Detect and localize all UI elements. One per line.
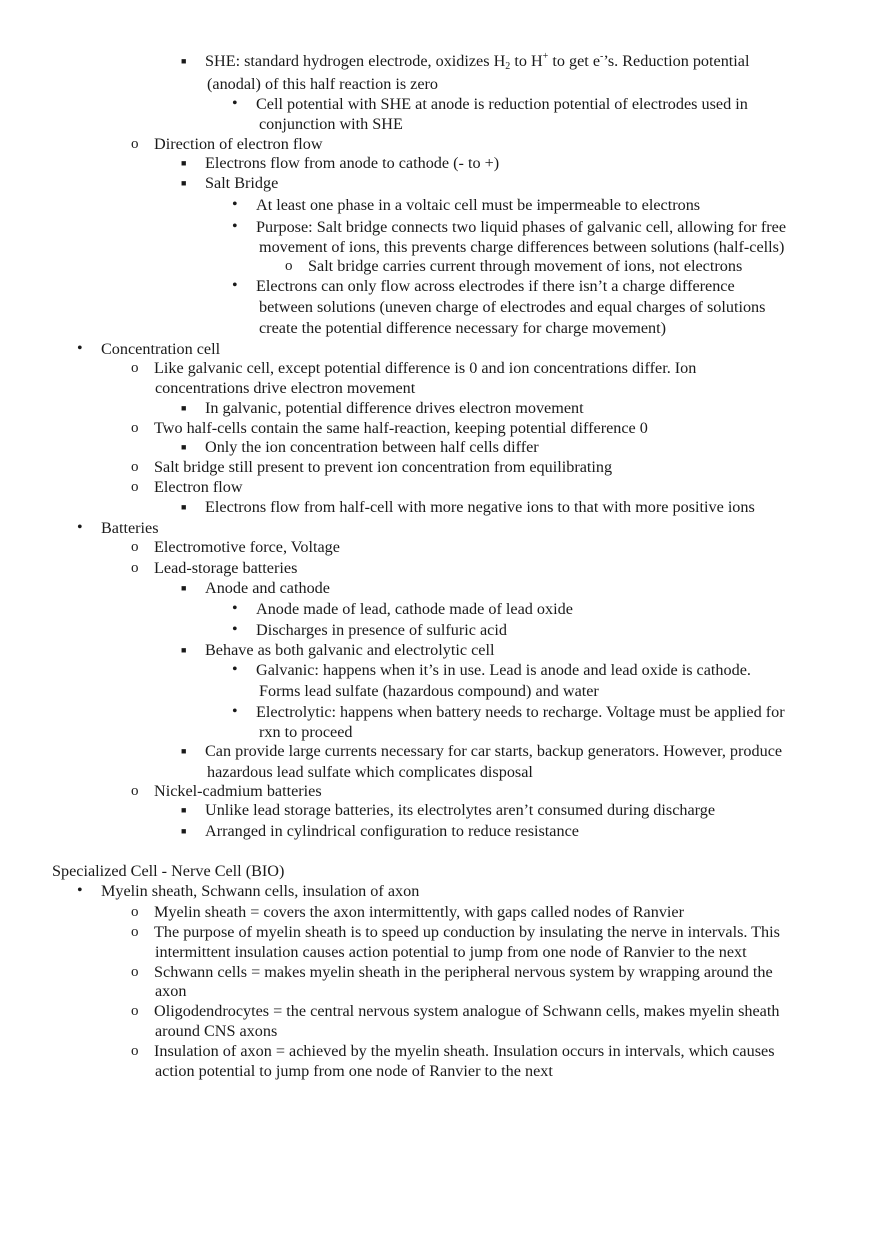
square-bullet-icon: ■ [181,403,187,413]
direction-title: Direction of electron flow [154,135,323,153]
circle-bullet-icon: o [131,964,139,980]
salt-phase: At least one phase in a voltaic cell must be impermeable to electrons [256,196,701,214]
batteries-electrolytic-1: Electrolytic: happens when battery needs to recharge. Voltage must be applied for [256,703,785,721]
square-bullet-icon: ■ [181,56,187,66]
batteries-currents-1: Can provide large currents necessary for car starts, backup generators. However, produce [205,742,783,760]
she-cell-line-1: Cell potential with SHE at anode is reduction potential of electrodes used in [256,95,748,113]
salt-only-1: Electrons can only flow across electrodes if there isn’t a charge difference [256,277,735,295]
nerve-insulation-2: action potential to jump from one node of Ranvier to the next [155,1062,553,1080]
batteries-behave: Behave as both galvanic and electrolytic cell [205,641,495,659]
circle-bullet-icon: o [285,258,293,274]
batteries-nicad: Nickel-cadmium batteries [154,782,322,800]
dot-bullet-icon: • [232,661,238,678]
batteries-currents-2: hazardous lead sulfate which complicates disposal [207,763,533,781]
dot-bullet-icon: • [232,196,238,213]
she-line-1: SHE: standard hydrogen electrode, oxidizes $H_2$ to H+ to get e-’s. Reduction potential [205,51,750,72]
circle-bullet-icon: o [131,783,139,799]
circle-bullet-icon: o [131,924,139,940]
circle-bullet-icon: o [131,904,139,920]
batteries-title: Batteries [101,519,159,537]
batteries-arranged: Arranged in cylindrical configuration to reduce resistance [205,822,579,840]
circle-bullet-icon: o [131,360,139,376]
square-bullet-icon: ■ [181,826,187,836]
dot-bullet-icon: • [77,519,83,536]
concentration-like-1: Like galvanic cell, except potential difference is 0 and ion concentrations differ. Ion [154,359,697,377]
concentration-only-ion: Only the ion concentration between half cells differ [205,438,539,456]
circle-bullet-icon: o [131,136,139,152]
nerve-heading: Specialized Cell - Nerve Cell (BIO) [52,862,285,880]
concentration-electron-flow: Electron flow [154,478,243,496]
nerve-insulation-1: Insulation of axon = achieved by the myelin sheath. Insulation occurs in intervals, which causes [154,1042,775,1060]
circle-bullet-icon: o [131,420,139,436]
nerve-schwann-1: Schwann cells = makes myelin sheath in the peripheral nervous system by wrapping around the [154,963,773,981]
circle-bullet-icon: o [131,459,139,475]
concentration-flow-detail: Electrons flow from half-cell with more negative ions to that with more positive ions [205,498,755,516]
batteries-lead-storage: Lead-storage batteries [154,559,298,577]
nerve-oligo-1: Oligodendrocytes = the central nervous system analogue of Schwann cells, makes myelin sheath [154,1002,780,1020]
square-bullet-icon: ■ [181,583,187,593]
salt-purpose-1: Purpose: Salt bridge connects two liquid phases of galvanic cell, allowing for free [256,218,786,236]
salt-purpose-2: movement of ions, this prevents charge differences between solutions (half-cells) [259,238,785,256]
she-line-2: (anodal) of this half reaction is zero [207,75,439,93]
square-bullet-icon: ■ [181,178,187,188]
dot-bullet-icon: • [77,340,83,357]
square-bullet-icon: ■ [181,442,187,452]
salt-bridge-title: Salt Bridge [205,174,279,192]
square-bullet-icon: ■ [181,158,187,168]
square-bullet-icon: ■ [181,805,187,815]
batteries-anode-cathode: Anode and cathode [205,579,330,597]
nerve-oligo-2: around CNS axons [155,1022,278,1040]
dot-bullet-icon: • [232,277,238,294]
square-bullet-icon: ■ [181,645,187,655]
batteries-discharges: Discharges in presence of sulfuric acid [256,621,507,639]
batteries-anode-lead: Anode made of lead, cathode made of lead oxide [256,600,573,618]
salt-only-3: create the potential difference necessary for charge movement) [259,319,667,337]
direction-flow: Electrons flow from anode to cathode (- to +) [205,154,500,172]
batteries-galvanic-2: Forms lead sulfate (hazardous compound) and water [259,682,599,700]
nerve-purpose-1: The purpose of myelin sheath is to speed up conduction by insulating the nerve in intervals. This [154,923,780,941]
dot-bullet-icon: • [232,600,238,617]
she-cell-line-2: conjunction with SHE [259,115,403,133]
dot-bullet-icon: • [232,703,238,720]
circle-bullet-icon: o [131,560,139,576]
batteries-galvanic-1: Galvanic: happens when it’s in use. Lead is anode and lead oxide is cathode. [256,661,751,679]
nerve-myelin-title: Myelin sheath, Schwann cells, insulation of axon [101,882,420,900]
concentration-like-2: concentrations drive electron movement [155,379,416,397]
nerve-purpose-2: intermittent insulation causes action potential to jump from one node of Ranvier to the next [155,943,747,961]
square-bullet-icon: ■ [181,746,187,756]
salt-carries: Salt bridge carries current through movement of ions, not electrons [308,257,743,275]
concentration-title: Concentration cell [101,340,221,358]
concentration-salt-still: Salt bridge still present to prevent ion concentration from equilibrating [154,458,613,476]
concentration-two-half: Two half-cells contain the same half-reaction, keeping potential difference 0 [154,419,648,437]
dot-bullet-icon: • [232,218,238,235]
batteries-unlike: Unlike lead storage batteries, its electrolytes aren’t consumed during discharge [205,801,716,819]
dot-bullet-icon: • [232,95,238,112]
salt-only-2: between solutions (uneven charge of electrodes and equal charges of solutions [259,298,766,316]
concentration-in-galvanic: In galvanic, potential difference drives electron movement [205,399,584,417]
nerve-schwann-2: axon [155,982,187,1000]
nerve-myelin-def: Myelin sheath = covers the axon intermittently, with gaps called nodes of Ranvier [154,903,684,921]
circle-bullet-icon: o [131,539,139,555]
batteries-electrolytic-2: rxn to proceed [259,723,353,741]
circle-bullet-icon: o [131,1003,139,1019]
circle-bullet-icon: o [131,1043,139,1059]
dot-bullet-icon: • [232,621,238,638]
batteries-emf: Electromotive force, Voltage [154,538,340,556]
square-bullet-icon: ■ [181,502,187,512]
dot-bullet-icon: • [77,882,83,899]
circle-bullet-icon: o [131,479,139,495]
